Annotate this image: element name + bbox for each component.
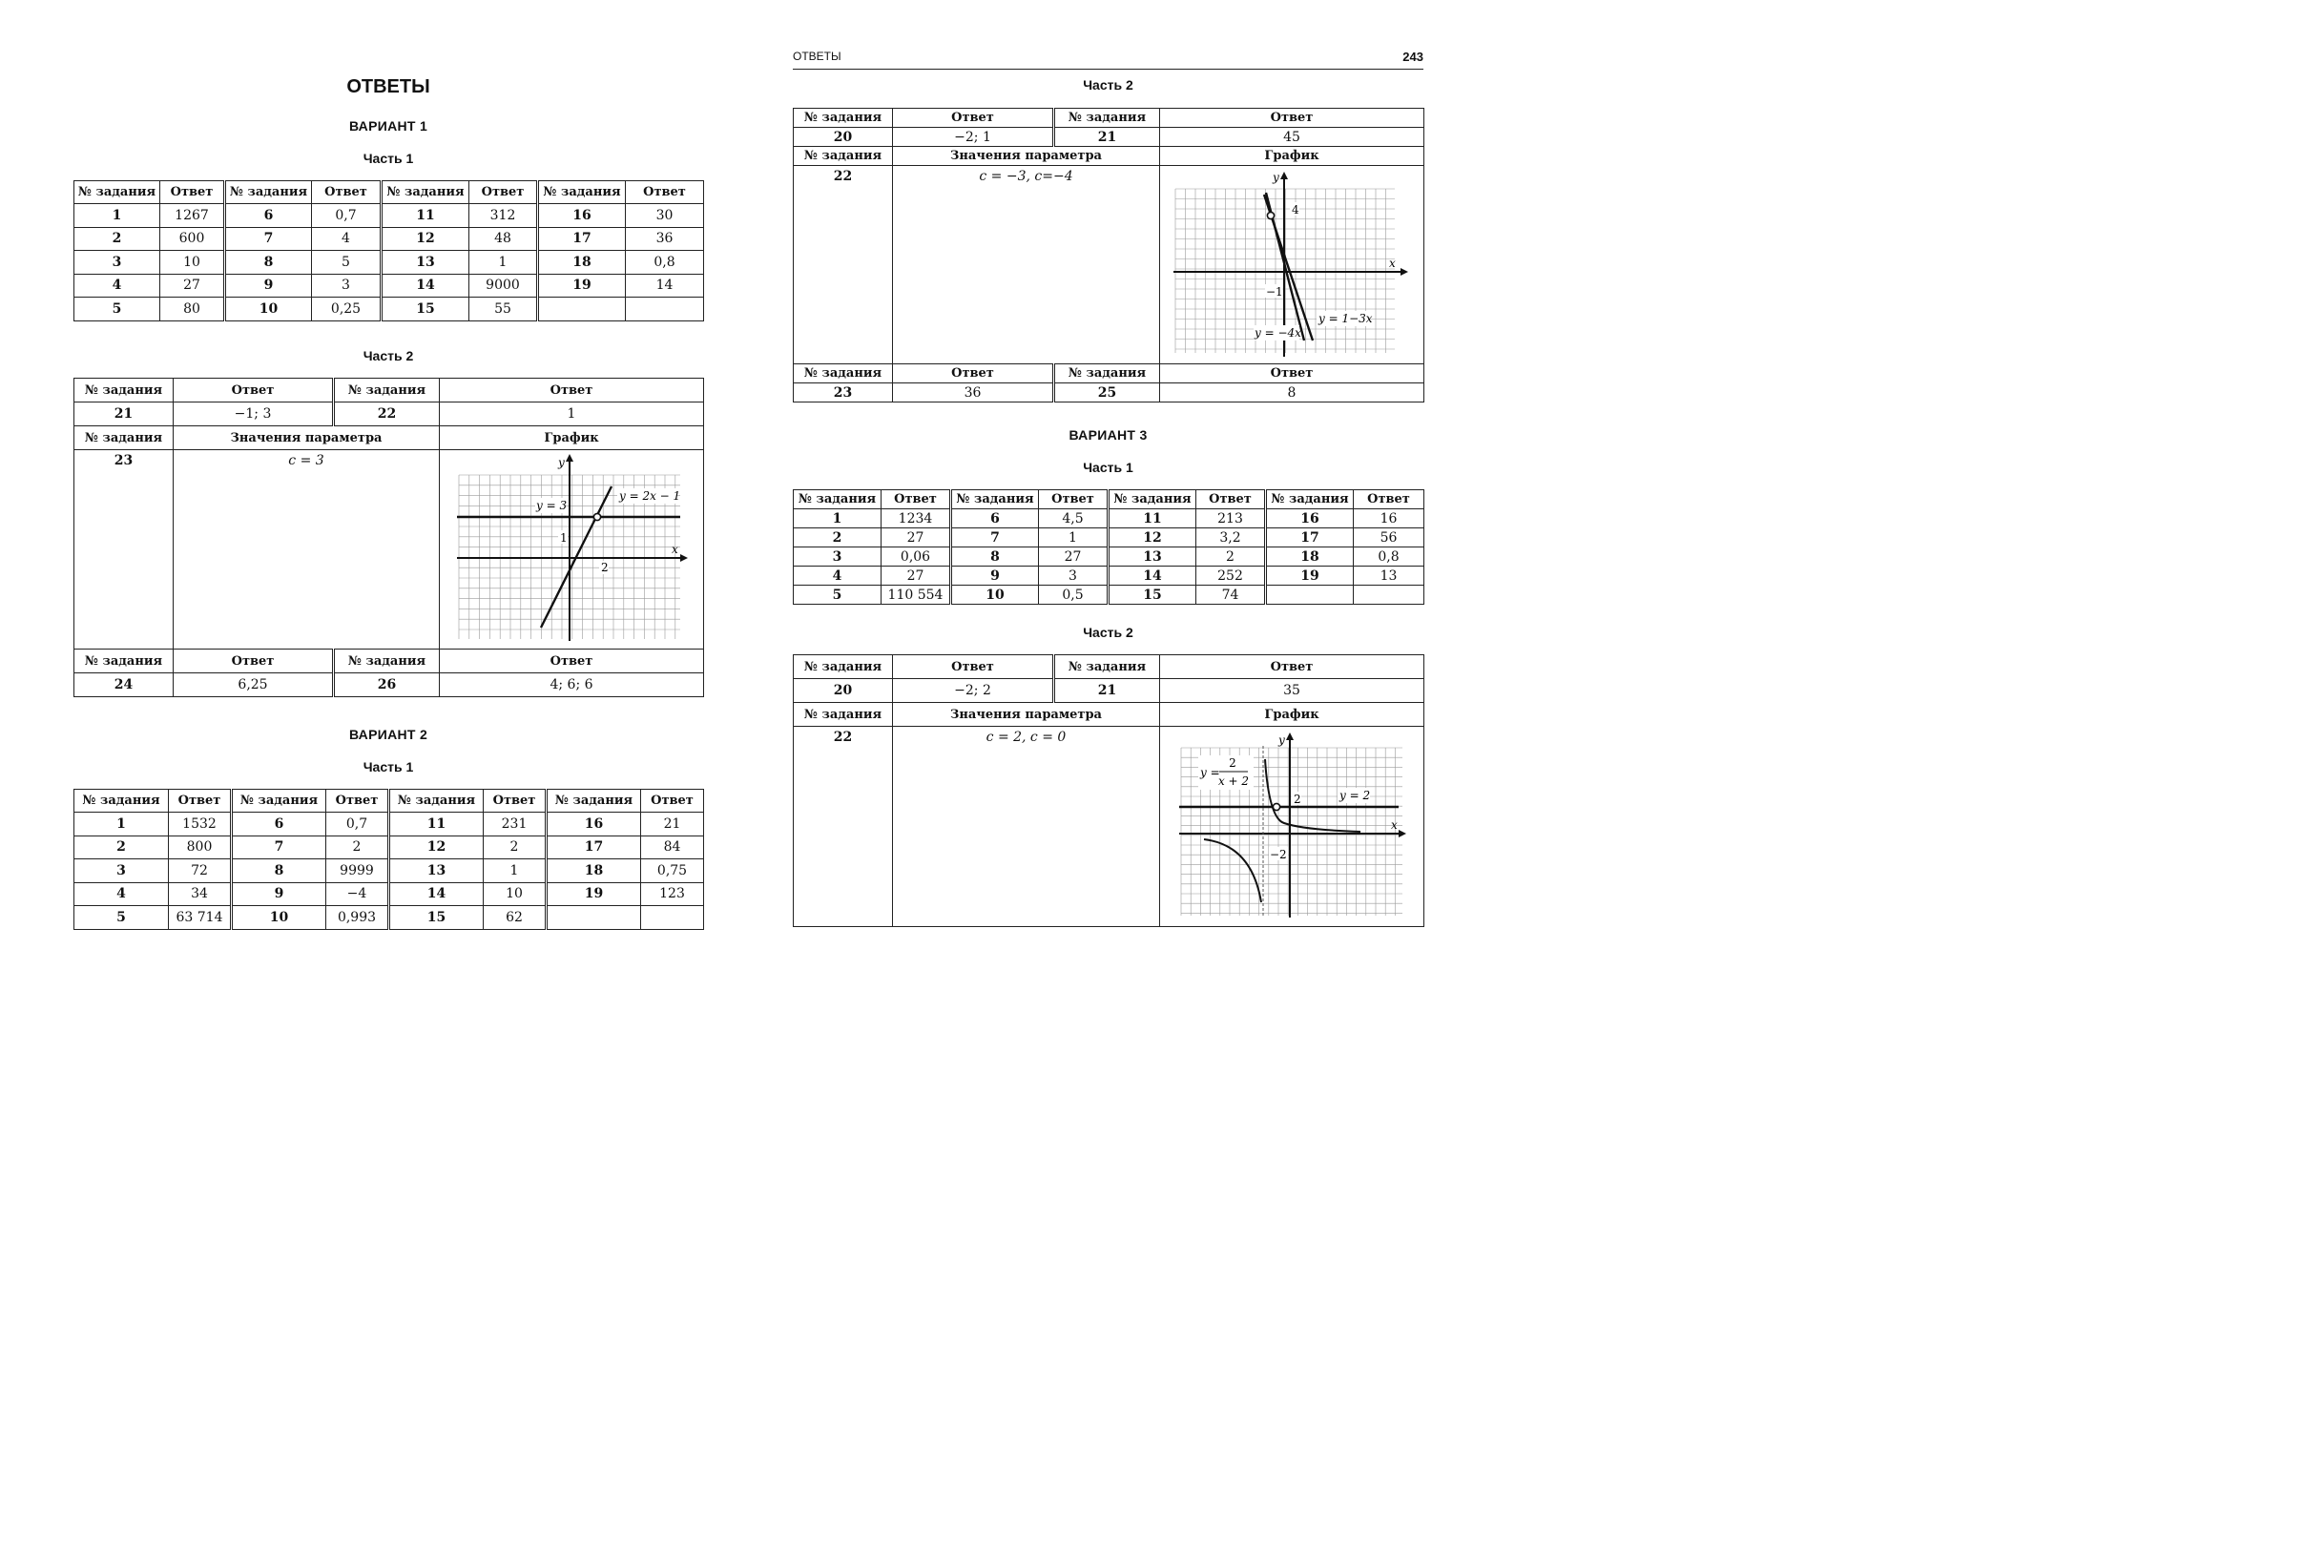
table-row: [794, 509, 1424, 528]
table-row: [74, 882, 704, 906]
col-header-answer: Ответ: [312, 181, 382, 204]
task-number: 19: [547, 882, 641, 906]
variant-1-part-2-table: [73, 378, 704, 697]
variant-2-part-1-table: [73, 789, 704, 930]
task-number: 7: [232, 836, 326, 859]
table-header-row: [74, 650, 704, 673]
col-header-answer: Ответ: [326, 790, 389, 813]
task-number: 20: [794, 679, 893, 703]
col-header-graph: График: [440, 426, 704, 450]
col-header-task: № задания: [794, 490, 882, 509]
answer-value: [641, 906, 704, 930]
answer-value: 1: [1039, 528, 1109, 547]
col-header-task: № задания: [389, 790, 484, 813]
table-row: [794, 383, 1424, 402]
x-axis-arrow-icon: [680, 554, 688, 562]
col-header-task: № задания: [794, 703, 893, 727]
task-number: 11: [389, 813, 484, 836]
task-number: 22: [794, 166, 893, 364]
task-number: 2: [74, 227, 160, 251]
parameter-values: c = −3, c=−4: [893, 166, 1160, 364]
col-header-param: Значения параметра: [893, 147, 1160, 166]
punctured-point: [1273, 803, 1279, 810]
task-number: [547, 906, 641, 930]
table-row: [794, 679, 1424, 703]
col-header-answer: Ответ: [1160, 364, 1424, 383]
col-header-task: № задания: [794, 364, 893, 383]
col-header-task: № задания: [1054, 109, 1160, 128]
col-header-answer: Ответ: [469, 181, 538, 204]
col-header-task: № задания: [1266, 490, 1354, 509]
table-header-row: [74, 181, 704, 204]
task-number: 26: [334, 673, 440, 697]
task-number: 4: [74, 882, 169, 906]
task-number: 18: [538, 251, 626, 275]
graph-variant-3-task-22: [1160, 727, 1424, 926]
col-header-task: № задания: [538, 181, 626, 204]
task-number: 8: [951, 547, 1039, 567]
punctured-point: [1267, 212, 1274, 218]
task-number: 1: [74, 813, 169, 836]
answer-value: 1: [484, 859, 547, 883]
answer-value: 45: [1160, 128, 1424, 147]
col-header-task: № задания: [1054, 655, 1160, 679]
tick-label-4: 4: [1292, 203, 1299, 217]
col-header-answer: Ответ: [440, 379, 704, 402]
col-header-answer: Ответ: [641, 790, 704, 813]
hline-label: y = 3: [536, 499, 568, 512]
table-row: [74, 906, 704, 930]
answer-value: 56: [1354, 528, 1424, 547]
answer-value: 55: [469, 298, 538, 321]
graph-cell: [1160, 727, 1424, 927]
parameter-values: c = 2, c = 0: [893, 727, 1160, 927]
col-header-answer: Ответ: [484, 790, 547, 813]
task-number: 17: [1266, 528, 1354, 547]
task-number: 13: [382, 251, 469, 275]
task-number: 10: [225, 298, 312, 321]
col-header-answer: Ответ: [1196, 490, 1266, 509]
col-header-answer: Ответ: [169, 790, 232, 813]
table-row: [74, 450, 704, 650]
task-number: 6: [232, 813, 326, 836]
answer-value: 3: [312, 274, 382, 298]
task-number: 5: [74, 906, 169, 930]
answer-value: 14: [626, 274, 704, 298]
col-header-graph: График: [1160, 147, 1424, 166]
col-header-task: № задания: [794, 109, 893, 128]
answer-value: 84: [641, 836, 704, 859]
table-row: [74, 227, 704, 251]
x-axis-label: x: [672, 543, 678, 556]
answer-value: 2: [326, 836, 389, 859]
col-header-task: № задания: [1109, 490, 1196, 509]
y-axis-label: y: [558, 456, 565, 469]
x-axis-arrow-icon: [1401, 268, 1408, 276]
table-row: [794, 727, 1424, 927]
answer-value: 36: [626, 227, 704, 251]
task-number: 9: [225, 274, 312, 298]
table-row: [794, 567, 1424, 586]
answer-value: 600: [160, 227, 225, 251]
table-row: [74, 204, 704, 228]
answer-value: 213: [1196, 509, 1266, 528]
task-number: 14: [389, 882, 484, 906]
answer-value: 62: [484, 906, 547, 930]
answer-value: 6,25: [174, 673, 334, 697]
task-number: [1266, 586, 1354, 605]
page-number: 243: [1402, 50, 1423, 64]
col-header-answer: Ответ: [440, 650, 704, 673]
table-header-row: [794, 655, 1424, 679]
page-title: ОТВЕТЫ: [346, 76, 430, 97]
answer-value: 27: [882, 528, 951, 547]
answer-value: 63 714: [169, 906, 232, 930]
task-number: 15: [1109, 586, 1196, 605]
task-number: 22: [794, 727, 893, 927]
answer-value: 312: [469, 204, 538, 228]
task-number: 25: [1054, 383, 1160, 402]
answer-value: 0,8: [1354, 547, 1424, 567]
answer-value: 0,7: [312, 204, 382, 228]
tick-label-1: 1: [560, 531, 568, 545]
answer-value: 10: [160, 251, 225, 275]
table-row: [74, 673, 704, 697]
parameter-values: c = 3: [174, 450, 440, 650]
answer-value: 72: [169, 859, 232, 883]
task-number: 21: [74, 402, 174, 426]
task-number: 3: [74, 859, 169, 883]
table-row: [794, 128, 1424, 147]
task-number: 16: [1266, 509, 1354, 528]
tick-label-2: 2: [1294, 793, 1301, 806]
line-label: y = 2x − 1: [619, 489, 681, 503]
answer-value: 4: [312, 227, 382, 251]
task-number: 17: [547, 836, 641, 859]
answer-value: −4: [326, 882, 389, 906]
task-number: 12: [1109, 528, 1196, 547]
task-number: 11: [382, 204, 469, 228]
variant-3-part-1-title: Часть 1: [1083, 460, 1133, 475]
col-header-answer: Ответ: [893, 109, 1054, 128]
answer-value: 1: [440, 402, 704, 426]
task-number: 19: [538, 274, 626, 298]
answer-value: 1267: [160, 204, 225, 228]
answer-value: 30: [626, 204, 704, 228]
col-header-task: № задания: [382, 181, 469, 204]
variant-3-part-2-table: [793, 654, 1424, 927]
task-number: 5: [794, 586, 882, 605]
tick-label-minus-2: −2: [1270, 848, 1287, 861]
answer-value: 2: [1196, 547, 1266, 567]
task-number: 4: [74, 274, 160, 298]
answer-value: 0,7: [326, 813, 389, 836]
answer-value: 27: [160, 274, 225, 298]
task-number: 9: [232, 882, 326, 906]
graph-variant-2-task-22: [1160, 166, 1424, 363]
answer-value: 8: [1160, 383, 1424, 402]
answer-value: 0,06: [882, 547, 951, 567]
y-axis-arrow-icon: [566, 454, 573, 462]
task-number: 14: [382, 274, 469, 298]
col-header-answer: Ответ: [1354, 490, 1424, 509]
y-axis-arrow-icon: [1280, 172, 1288, 179]
table-header-row: [74, 379, 704, 402]
task-number: 12: [382, 227, 469, 251]
variant-2-part-2-table: [793, 108, 1424, 402]
answer-value: 35: [1160, 679, 1424, 703]
variant-2-part-1-title: Часть 1: [363, 759, 414, 774]
col-header-task: № задания: [74, 379, 174, 402]
task-number: 3: [794, 547, 882, 567]
answer-value: 1532: [169, 813, 232, 836]
answer-value: 3,2: [1196, 528, 1266, 547]
y-axis-label: y: [1273, 171, 1279, 184]
task-number: 14: [1109, 567, 1196, 586]
function-label-numerator: 2: [1229, 756, 1236, 770]
answer-value: 48: [469, 227, 538, 251]
punctured-point: [593, 513, 600, 520]
answer-value: 80: [160, 298, 225, 321]
y-axis-label: y: [1278, 733, 1285, 747]
task-number: 23: [74, 450, 174, 650]
answer-value: 110 554: [882, 586, 951, 605]
table-row: [74, 298, 704, 321]
table-row: [74, 813, 704, 836]
col-header-graph: График: [1160, 703, 1424, 727]
col-header-answer: Ответ: [893, 364, 1054, 383]
col-header-param: Значения параметра: [174, 426, 440, 450]
col-header-task: № задания: [74, 650, 174, 673]
task-number: 16: [547, 813, 641, 836]
task-number: 11: [1109, 509, 1196, 528]
answer-value: 252: [1196, 567, 1266, 586]
task-number: 17: [538, 227, 626, 251]
col-header-param: Значения параметра: [893, 703, 1160, 727]
task-number: 6: [225, 204, 312, 228]
answer-value: 5: [312, 251, 382, 275]
function-label-lhs: y =: [1200, 766, 1220, 779]
task-number: 13: [1109, 547, 1196, 567]
table-header-row: [794, 109, 1424, 128]
answer-value: 231: [484, 813, 547, 836]
task-number: 21: [1054, 128, 1160, 147]
answer-value: 13: [1354, 567, 1424, 586]
task-number: 21: [1054, 679, 1160, 703]
graph-variant-1-task-23: [440, 450, 704, 649]
task-number: 7: [951, 528, 1039, 547]
task-number: 9: [951, 567, 1039, 586]
answer-value: 16: [1354, 509, 1424, 528]
answer-value: 1: [469, 251, 538, 275]
task-number: 2: [794, 528, 882, 547]
variant-1-part-1-table: [73, 180, 704, 321]
col-header-answer: Ответ: [160, 181, 225, 204]
task-number: 8: [232, 859, 326, 883]
task-number: 1: [794, 509, 882, 528]
answer-value: −1; 3: [174, 402, 334, 426]
tick-label-2: 2: [601, 561, 609, 574]
task-number: 22: [334, 402, 440, 426]
line1-label: y = 1−3x: [1318, 312, 1373, 325]
graph-cell: [1160, 166, 1424, 364]
table-row: [74, 274, 704, 298]
y-axis-arrow-icon: [1286, 732, 1294, 740]
task-number: 15: [389, 906, 484, 930]
col-header-task: № задания: [951, 490, 1039, 509]
tick-label-minus-1: −1: [1266, 285, 1283, 299]
task-number: 10: [951, 586, 1039, 605]
variant-3-title: ВАРИАНТ 3: [1069, 427, 1148, 443]
col-header-answer: Ответ: [626, 181, 704, 204]
variant-3-part-1-table: [793, 489, 1424, 605]
col-header-answer: Ответ: [1160, 109, 1424, 128]
col-header-task: № задания: [794, 147, 893, 166]
task-number: 15: [382, 298, 469, 321]
col-header-task: № задания: [225, 181, 312, 204]
answer-value: 0,75: [641, 859, 704, 883]
variant-2-part-2-title: Часть 2: [1083, 77, 1133, 93]
task-number: 20: [794, 128, 893, 147]
variant-3-part-2-title: Часть 2: [1083, 625, 1133, 640]
answer-value: 800: [169, 836, 232, 859]
answer-value: 21: [641, 813, 704, 836]
col-header-task: № задания: [547, 790, 641, 813]
answer-value: 4,5: [1039, 509, 1109, 528]
answer-value: [1354, 586, 1424, 605]
answer-value: 9000: [469, 274, 538, 298]
answer-value: 0,993: [326, 906, 389, 930]
table-header-row: [74, 790, 704, 813]
task-number: 23: [794, 383, 893, 402]
col-header-answer: Ответ: [1039, 490, 1109, 509]
x-axis-label: x: [1391, 818, 1398, 832]
task-number: 2: [74, 836, 169, 859]
answer-value: 0,25: [312, 298, 382, 321]
table-row: [74, 859, 704, 883]
answer-value: −2; 1: [893, 128, 1054, 147]
running-header: [793, 50, 1423, 70]
answer-value: 0,8: [626, 251, 704, 275]
answer-value: 27: [882, 567, 951, 586]
table-header-row: [74, 426, 704, 450]
task-number: 24: [74, 673, 174, 697]
col-header-answer: Ответ: [174, 650, 334, 673]
answer-value: [626, 298, 704, 321]
table-row: [74, 402, 704, 426]
running-header-title: ОТВЕТЫ: [793, 50, 841, 63]
col-header-answer: Ответ: [174, 379, 334, 402]
table-row: [794, 586, 1424, 605]
task-number: 18: [547, 859, 641, 883]
answer-value: 123: [641, 882, 704, 906]
x-axis-arrow-icon: [1399, 830, 1406, 837]
task-number: 12: [389, 836, 484, 859]
line2-label: y = −4x: [1255, 326, 1301, 340]
answer-value: 2: [484, 836, 547, 859]
col-header-answer: Ответ: [893, 655, 1054, 679]
task-number: 16: [538, 204, 626, 228]
task-number: [538, 298, 626, 321]
col-header-task: № задания: [74, 790, 169, 813]
x-axis-label: x: [1389, 257, 1396, 270]
task-number: 4: [794, 567, 882, 586]
col-header-answer: Ответ: [882, 490, 951, 509]
variant-1-part-1-title: Часть 1: [363, 151, 414, 166]
function-label-denominator: x + 2: [1217, 774, 1250, 788]
task-number: 3: [74, 251, 160, 275]
answer-value: 1234: [882, 509, 951, 528]
table-row: [74, 836, 704, 859]
table-header-row: [794, 703, 1424, 727]
graph-cell: [440, 450, 704, 650]
task-number: 18: [1266, 547, 1354, 567]
answer-value: 27: [1039, 547, 1109, 567]
answer-value: 74: [1196, 586, 1266, 605]
answer-value: 10: [484, 882, 547, 906]
task-number: 7: [225, 227, 312, 251]
answer-value: 0,5: [1039, 586, 1109, 605]
col-header-task: № задания: [1054, 364, 1160, 383]
task-number: 1: [74, 204, 160, 228]
col-header-task: № задания: [334, 379, 440, 402]
answer-value: 36: [893, 383, 1054, 402]
task-number: 19: [1266, 567, 1354, 586]
table-row: [74, 251, 704, 275]
col-header-task: № задания: [794, 655, 893, 679]
table-header-row: [794, 147, 1424, 166]
answer-value: 34: [169, 882, 232, 906]
table-header-row: [794, 364, 1424, 383]
variant-1-title: ВАРИАНТ 1: [348, 118, 428, 134]
col-header-task: № задания: [74, 181, 160, 204]
answer-value: 9999: [326, 859, 389, 883]
hyperbola-left-branch: [1204, 839, 1261, 902]
answer-value: 4; 6; 6: [440, 673, 704, 697]
task-number: 13: [389, 859, 484, 883]
col-header-answer: Ответ: [1160, 655, 1424, 679]
table-row: [794, 528, 1424, 547]
table-header-row: [794, 490, 1424, 509]
table-row: [794, 547, 1424, 567]
table-row: [794, 166, 1424, 364]
answer-value: 3: [1039, 567, 1109, 586]
col-header-task: № задания: [334, 650, 440, 673]
col-header-task: № задания: [74, 426, 174, 450]
col-header-task: № задания: [232, 790, 326, 813]
task-number: 8: [225, 251, 312, 275]
hline-label: y = 2: [1339, 789, 1371, 802]
variant-1-part-2-title: Часть 2: [363, 348, 414, 363]
task-number: 6: [951, 509, 1039, 528]
task-number: 5: [74, 298, 160, 321]
task-number: 10: [232, 906, 326, 930]
variant-2-title: ВАРИАНТ 2: [348, 727, 428, 742]
answer-value: −2; 2: [893, 679, 1054, 703]
